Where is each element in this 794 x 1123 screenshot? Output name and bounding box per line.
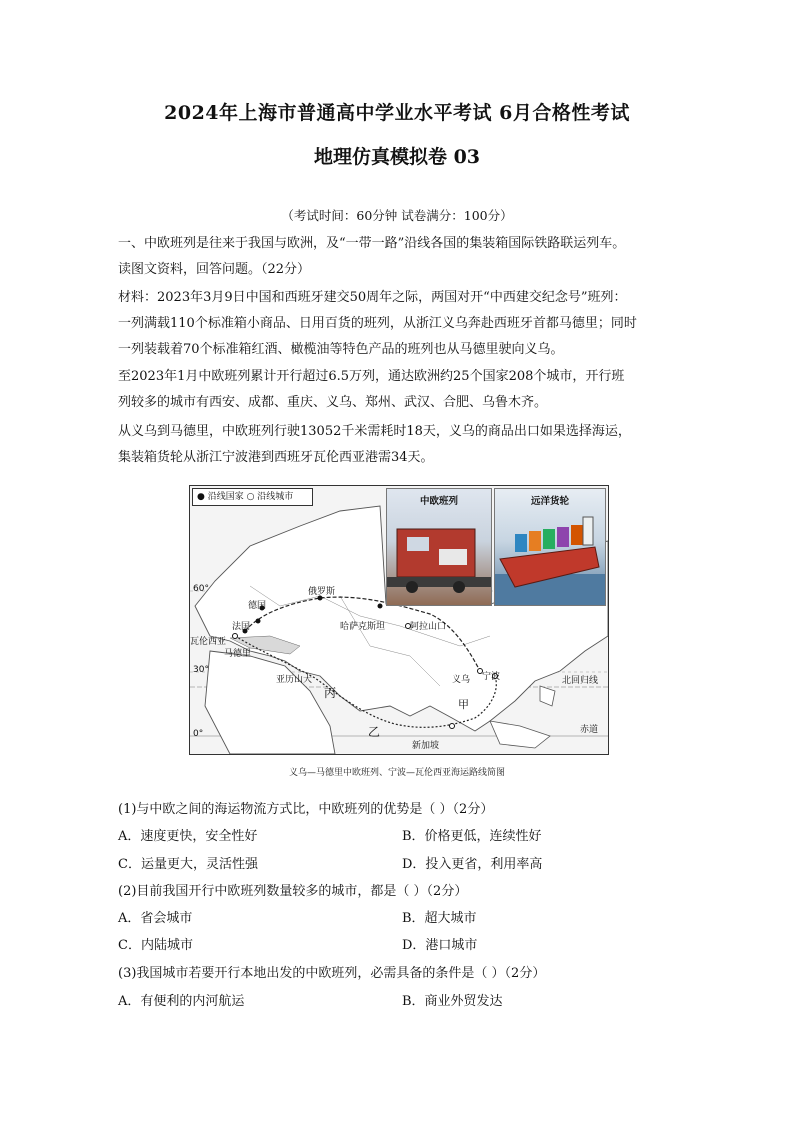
exam-info: （考试时间：60分钟 试卷满分：100分）: [281, 208, 513, 223]
map-legend: ● 沿线国家 ○ 沿线城市: [192, 488, 313, 506]
stats-line: 至2023年1月中欧班列累计开行超过6.5万列，通达欧洲约25个国家208个城市，开行班: [118, 369, 625, 384]
lat-60-label: 60°: [193, 584, 209, 594]
lat-30-label: 30°: [193, 665, 209, 675]
question-2: (2)目前我国开行中欧班列数量较多的城市，都是（ ）（2分）: [118, 884, 468, 899]
route-map-figure: [189, 485, 609, 755]
place-alexander: 亚历山大: [276, 675, 313, 685]
question-3: (3)我国城市若要开行本地出发的中欧班列，必需具备的条件是（ ）（2分）: [118, 966, 546, 981]
place-bing: 丙: [324, 686, 337, 700]
tropic-label: 北回归线: [562, 676, 599, 686]
material-line: 一列满载110个标准箱小商品、日用百货的班列，从浙江义乌奔赴西班牙首都马德里；同时: [118, 316, 637, 331]
place-singapore: 新加坡: [412, 741, 440, 751]
intro-line: 一、中欧班列是往来于我国与欧洲，及“一带一路”沿线各国的集装箱国际铁路联运列车。: [118, 236, 626, 251]
equator-label: 赤道: [580, 725, 599, 735]
q2-option-b[interactable]: B．超大城市: [402, 911, 477, 926]
place-valencia: 瓦伦西亚: [190, 637, 227, 647]
place-yi: 乙: [368, 725, 381, 739]
question-1: (1)与中欧之间的海运物流方式比，中欧班列的优势是（ ）（2分）: [118, 802, 494, 817]
intro-line: 读图文资料，回答问题。（22分）: [118, 262, 311, 277]
stats-paragraph: [118, 364, 678, 416]
place-jia: 甲: [458, 698, 469, 711]
place-germany: 德国: [248, 601, 267, 611]
lat-0-label: 0°: [193, 729, 204, 739]
page-subtitle: 地理仿真模拟卷 03: [313, 146, 481, 168]
place-russia: 俄罗斯: [308, 587, 336, 597]
material-line: 一列装载着70个标准箱红酒、橄榄油等特色产品的班列也从马德里驶向义乌。: [118, 342, 564, 357]
place-france: 法国: [232, 622, 251, 632]
comparison-line: 集装箱货轮从浙江宁波港到西班牙瓦伦西亚港需34天。: [118, 450, 434, 465]
ship-photo: [494, 488, 606, 606]
comparison-paragraph: [118, 419, 678, 471]
place-ningbo: 宁波: [482, 672, 501, 682]
q2-option-d[interactable]: D．港口城市: [402, 938, 478, 953]
train-photo: [386, 488, 492, 606]
section-intro: [118, 231, 678, 283]
stats-line: 列较多的城市有西安、成都、重庆、义乌、郑州、武汉、合肥、乌鲁木齐。: [118, 395, 548, 410]
page-title: 2024年上海市普通高中学业水平考试 6月合格性考试: [164, 102, 630, 124]
material-paragraph: [118, 285, 678, 363]
material-line: 材料：2023年3月9日中国和西班牙建交50周年之际，两国对开“中西建交纪念号”班列：: [118, 290, 627, 305]
q3-option-a[interactable]: A．有便利的内河航运: [118, 994, 245, 1009]
q3-option-b[interactable]: B．商业外贸发达: [402, 994, 503, 1009]
place-kazakhstan: 哈萨克斯坦: [340, 622, 386, 632]
place-yiwu: 义乌: [452, 675, 471, 685]
comparison-line: 从义乌到马德里，中欧班列行驶13052千米需耗时18天，义乌的商品出口如果选择海运，: [118, 424, 631, 439]
q1-option-d[interactable]: D．投入更省，利用率高: [402, 857, 543, 872]
q1-option-b[interactable]: B．价格更低，连续性好: [402, 829, 542, 844]
train-photo-label: 中欧班列: [419, 496, 458, 507]
q2-option-c[interactable]: C．内陆城市: [118, 938, 193, 953]
place-alashankou: 阿拉山口: [410, 622, 447, 632]
figure-caption: 义乌—马德里中欧班列、宁波—瓦伦西亚海运路线简图: [288, 768, 505, 778]
place-madrid: 马德里: [224, 649, 252, 659]
q1-option-a[interactable]: A．速度更快，安全性好: [118, 829, 258, 844]
ship-photo-label: 远洋货轮: [530, 496, 569, 507]
q2-option-a[interactable]: A．省会城市: [118, 911, 193, 926]
q1-option-c[interactable]: C．运量更大，灵活性强: [118, 857, 258, 872]
